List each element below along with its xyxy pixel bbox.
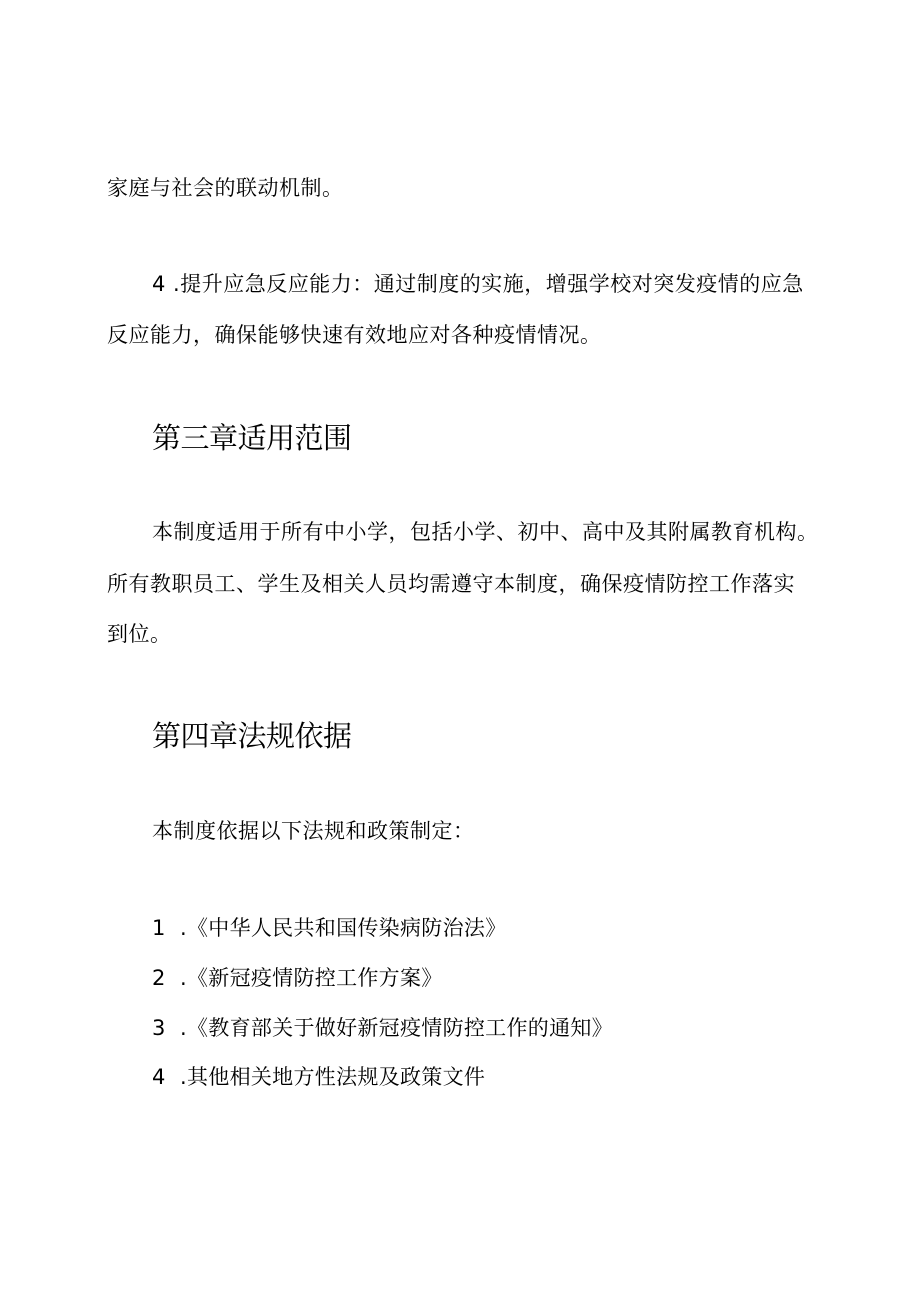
list-item-text: .《新冠疫情防控工作方案》 [180,966,443,990]
list-item [152,1014,613,1042]
list-item-number: 1 [152,916,166,940]
chapter-3-paragraph-line-3: 到位。 [107,622,172,646]
list-item-text: .《中华人民共和国传染病防治法》 [180,916,507,940]
list-item-number: 3 [152,1016,166,1040]
list-item [152,1063,485,1091]
chapter-4-title: 第四章法规依据 [152,719,352,753]
paragraph-fragment: 家庭与社会的联动机制。 [107,176,344,200]
list-item [152,964,443,992]
chapter-3-paragraph-line-1: 本制度适用于所有中小学，包括小学、初中、高中及其附属教育机构。 [152,520,819,544]
list-item-text: .《教育部关于做好新冠疫情防控工作的通知》 [180,1016,613,1040]
list-item-text: .其他相关地方性法规及政策文件 [180,1065,486,1089]
list-item-number: 4 [152,1065,166,1089]
chapter-3-title: 第三章适用范围 [152,421,352,455]
objective-4-line-2: 反应能力，确保能够快速有效地应对各种疫情情况。 [107,323,602,347]
list-item [152,914,506,942]
chapter-3-paragraph-line-2: 所有教职员工、学生及相关人员均需遵守本制度，确保疫情防控工作落实 [107,572,795,596]
objective-4-line-1: 4 .提升应急反应能力：通过制度的实施，增强学校对突发疫情的应急 [152,272,804,296]
list-item-number: 2 [152,966,166,990]
chapter-4-intro: 本制度依据以下法规和政策制定： [152,819,475,843]
